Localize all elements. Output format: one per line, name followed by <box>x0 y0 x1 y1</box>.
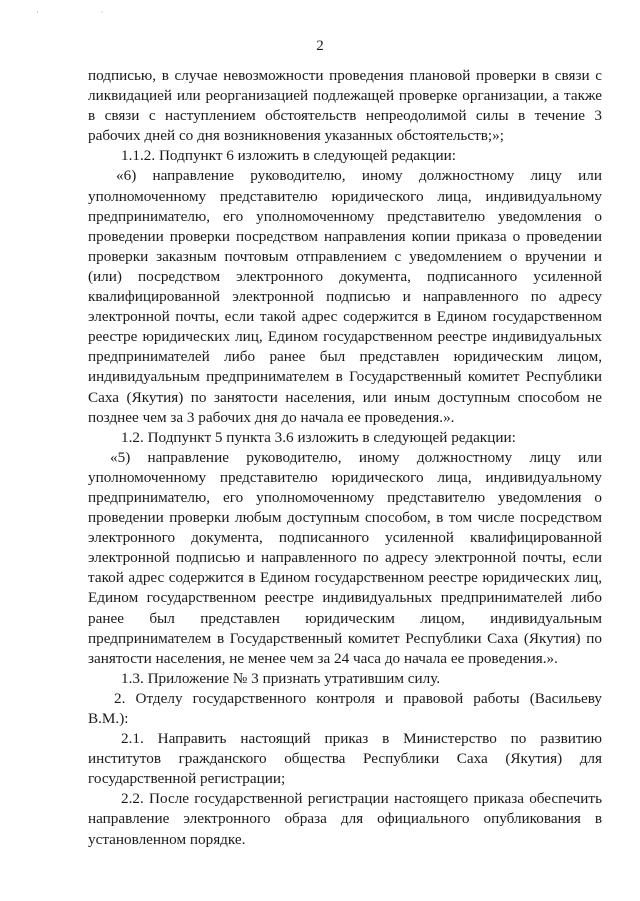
paragraph-2-2: 2.2. После государственной регистрации настоящего приказа обеспечить направление электронного образа для официального опубликования в установленном порядке. <box>88 790 602 848</box>
page-number: 2 <box>316 38 324 54</box>
paragraph-subitem-6: «6) направление руководителю, иному должностному лицу или уполномоченному представителю юридического лица, индивидуальному предпринимателю, его уполномоченному представителю уведомления о проведении проверки посредством направления копии приказа о проведении проверки заказным почтовым отправлением с уведомлением о вручении и (или) посредством электронного документа, подписанного усиленной квалифицированной электронной подписью и направленного по адресу электронной почты, если такой адрес содержится в Едином государственном реестре юридических лиц, Едином государственном реестре индивидуальных предпринимателей либо ранее был представлен юридическим лицом, индивидуальным предпринимателем в Государственный комитет Республики Саха (Якутия) по занятости населения, или иным доступным способом не позднее чем за 3 рабочих дня до начала ее проведения.». <box>88 167 602 426</box>
paragraph-1-2: 1.2. Подпункт 5 пункта 3.6 изложить в следующей редакции: <box>121 428 516 446</box>
scan-artifact-marks: · · <box>36 8 134 17</box>
paragraph-1-3: 1.3. Приложение № 3 признать утратившим силу. <box>121 669 441 687</box>
paragraph-subitem-5: «5) направление руководителю, иному должностному лицу или уполномоченному представителю юридического лица, индивидуальному предпринимателю, его уполномоченному представителю уведомления о проведении проверки любым доступным способом, в том числе посредством электронного документа, подписанного усиленной квалифицированной электронной подписью и направленного по адресу электронной почты, если такой адрес содержится в Едином государственном реестре юридических лиц, Едином государственном реестре индивидуальных предпринимателей либо ранее был представлен юридическим лицом, индивидуальным предпринимателем в Государственный комитет Республики Саха (Якутия) по занятости населения, не менее чем за 24 часа до начала ее проведения.». <box>88 448 602 667</box>
paragraph-continuation: подписью, в случае невозможности проведения плановой проверки в связи с ликвидацией или реорганизацией подлежащей проверке организации, а также в связи с наступлением обстоятельств непреодолимой силы в течение 3 рабочих дней со дня возникновения указанных обстоятельств;»; <box>88 67 602 145</box>
paragraph-2: 2. Отделу государственного контроля и правовой работы (Васильеву В.М.): <box>88 689 602 727</box>
document-body <box>88 66 602 850</box>
paragraph-2-1: 2.1. Направить настоящий приказ в Министерство по развитию институтов гражданского общества Республики Саха (Якутия) для государственной регистрации; <box>88 730 602 788</box>
paragraph-1-1-2: 1.1.2. Подпункт 6 изложить в следующей редакции: <box>121 147 457 165</box>
